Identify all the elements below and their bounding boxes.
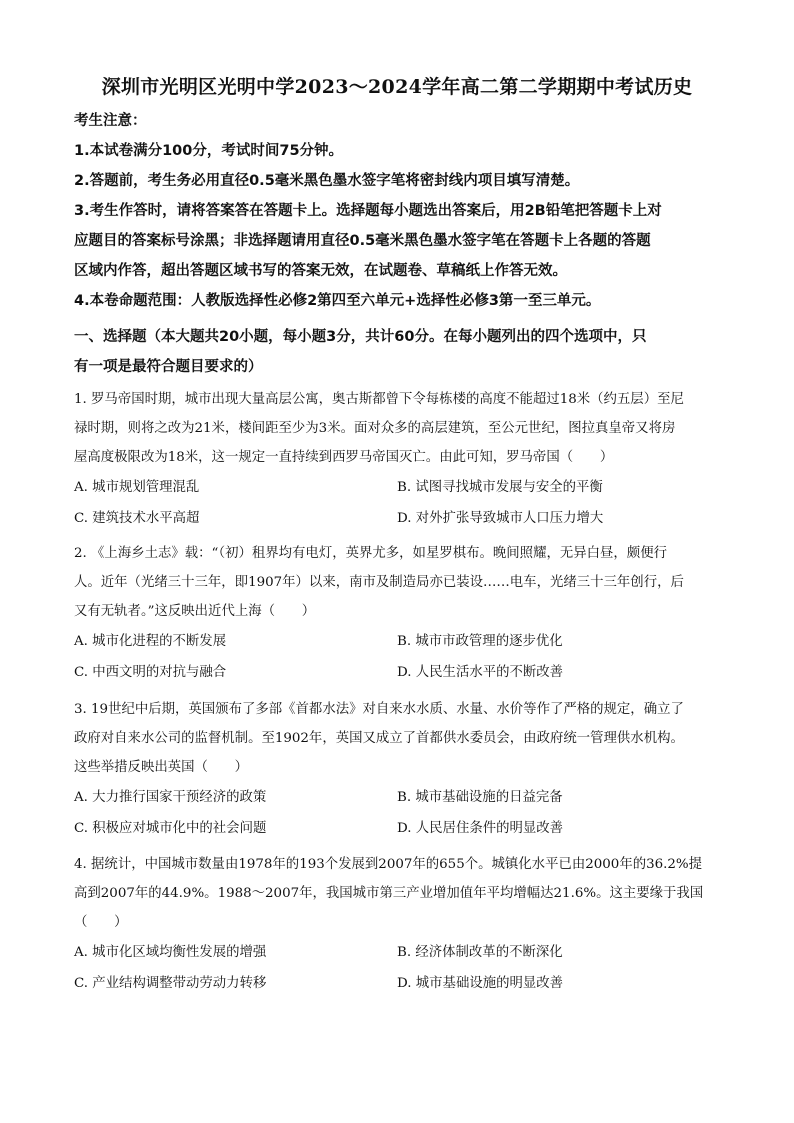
notice-line-4: 应题目的答案标号涂黑；非选择题请用直径0.5毫米黑色墨水签字笔在答题卡上各题的答题 [74, 233, 651, 249]
question-3-option-d: D. 人民居住条件的明显改善 [397, 821, 564, 836]
question-4-line-2: 高到2007年的44.9%。1988～2007年，我国城市第三产业增加值年平均增幅达21.6%。这主要缘于我国 [74, 886, 704, 901]
question-2-options-row-2 [74, 657, 736, 688]
question-4 [74, 850, 736, 999]
question-2 [74, 539, 736, 688]
question-1-line-2: 禄时期，则将之改为21米，楼间距至少为3米。面对众多的高层建筑，至公元世纪，图拉真皇帝又将房 [74, 421, 676, 436]
section-heading [74, 322, 734, 382]
question-2-options-row-1 [74, 626, 736, 657]
question-2-option-b: B. 城市市政管理的逐步优化 [397, 634, 563, 649]
question-4-option-d: D. 城市基础设施的明显改善 [397, 976, 564, 991]
question-2-option-c: C. 中西文明的对抗与融合 [74, 665, 227, 680]
question-4-line-3: （ ） [74, 915, 128, 930]
question-3-options-row-1 [74, 782, 736, 813]
question-2-line-3: 又有无轨者。”这反映出近代上海（ ） [74, 604, 316, 619]
question-3 [74, 695, 736, 844]
notice-line-2: 2.答题前，考生务必用直径0.5毫米黑色墨水签字笔将密封线内项目填写清楚。 [74, 173, 580, 189]
question-1-line-3: 屋高度极限改为18米，这一规定一直持续到西罗马帝国灭亡。由此可知，罗马帝国（ ） [74, 450, 614, 465]
question-2-line-2: 人。近年（光绪三十三年，即1907年）以来，南市及制造局亦已装设……电车，光绪三十三年创行，后 [74, 575, 684, 590]
notice-heading: 考生注意： [74, 113, 147, 129]
notice-line-5: 区域内作答，超出答题区域书写的答案无效，在试题卷、草稿纸上作答无效。 [74, 263, 567, 279]
question-3-line-3: 这些举措反映出英国（ ） [74, 760, 249, 775]
question-1 [74, 385, 736, 534]
question-2-option-d: D. 人民生活水平的不断改善 [397, 665, 564, 680]
notice-line-3: 3.考生作答时，请将答案答在答题卡上。选择题每小题选出答案后，用2B铅笔把答题卡上对 [74, 203, 662, 219]
exam-title: 深圳市光明区光明中学2023～2024学年高二第二学期期中考试历史 [101, 76, 693, 98]
question-2-option-a: A. 城市化进程的不断发展 [74, 634, 227, 649]
question-4-option-b: B. 经济体制改革的不断深化 [397, 945, 563, 960]
question-2-line-1: 2. 《上海乡土志》载：“（初）租界均有电灯，英界尤多，如星罗棋布。晚间照耀，无异白昼，颇便行 [74, 546, 667, 561]
question-4-options-row-1 [74, 937, 736, 968]
question-3-option-a: A. 大力推行国家干预经济的政策 [74, 790, 267, 805]
question-3-option-b: B. 城市基础设施的日益完备 [397, 790, 563, 805]
section-heading-line-1: 一、选择题（本大题共20小题，每小题3分，共计60分。在每小题列出的四个选项中，只 [74, 329, 647, 345]
question-3-line-1: 3. 19世纪中后期，英国颁布了多部《首都水法》对自来水水质、水量、水价等作了严格的规定，确立了 [74, 702, 684, 717]
question-1-option-d: D. 对外扩张导致城市人口压力增大 [397, 511, 604, 526]
question-3-line-2: 政府对自来水公司的监督机制。至1902年，英国又成立了首都供水委员会，由政府统一管理供水机构。 [74, 731, 684, 746]
question-4-option-a: A. 城市化区域均衡性发展的增强 [74, 945, 267, 960]
notice-block [74, 106, 734, 316]
question-1-options-row-2 [74, 503, 736, 534]
question-1-option-a: A. 城市规划管理混乱 [74, 480, 200, 495]
question-1-line-1: 1. 罗马帝国时期，城市出现大量高层公寓，奥古斯都曾下令每栋楼的高度不能超过18米（约五层）至尼 [74, 392, 684, 407]
question-1-option-b: B. 试图寻找城市发展与安全的平衡 [397, 480, 603, 495]
question-3-options-row-2 [74, 813, 736, 844]
question-1-option-c: C. 建筑技术水平高超 [74, 511, 200, 526]
notice-line-1: 1.本试卷满分100分，考试时间75分钟。 [74, 143, 344, 159]
question-3-option-c: C. 积极应对城市化中的社会问题 [74, 821, 267, 836]
section-heading-line-2: 有一项是最符合题目要求的） [74, 359, 263, 375]
question-4-options-row-2 [74, 968, 736, 999]
notice-line-6: 4.本卷命题范围：人教版选择性必修2第四至六单元+选择性必修3第一至三单元。 [74, 293, 601, 309]
question-4-option-c: C. 产业结构调整带动劳动力转移 [74, 976, 267, 991]
question-1-options-row-1 [74, 472, 736, 503]
question-4-line-1: 4. 据统计，中国城市数量由1978年的193个发展到2007年的655个。城镇化水平已由2000年的36.2%提 [74, 857, 703, 872]
